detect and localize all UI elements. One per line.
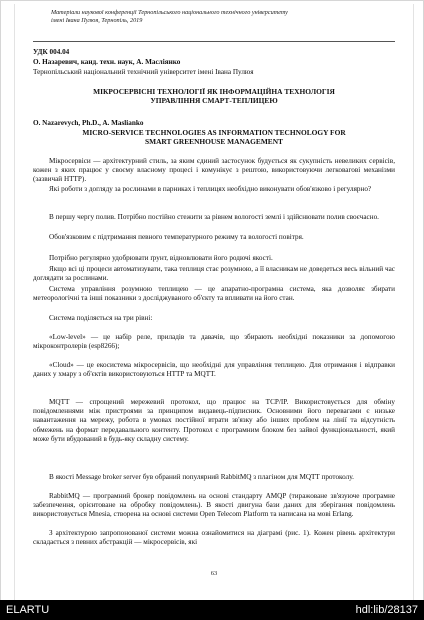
repository-name: ELARTU [6,604,50,616]
repository-footer [0,600,424,620]
page-number: 63 [210,570,218,577]
paragraph-9: «Low-level» — це набір реле, приладів та давачів, що збирають необхідні показники за допомогою мікроконтролерів (esp8266); [33,333,395,351]
handle-identifier[interactable]: hdl:lib/28137 [355,604,418,616]
conference-header-line-1: Матеріали наукової конференції Тернопільського національного технічного університету [51,9,288,16]
authors-en: O. Nazarevych, Ph.D., A. Maslianko [33,119,144,127]
paragraph-5: Потрібно регулярно удобрювати ґрунт, відновлювати його родючі якості. [49,254,273,262]
document-page [14,4,414,600]
paragraph-6: Якщо всі ці процеси автоматизувати, така теплиця стає розумною, а її власникам не доведеться весь вільний час доглядати за рослинами. [33,265,395,283]
title-en [33,128,395,147]
paragraph-10: «Cloud» — це екосистема мікросервісів, що необхідні для управління теплицею. Для отримання і відправки даних у хмару з об'єктів використовуються HTTP та MQTT. [33,361,395,379]
title-en-line-2: SMART GREENHOUSE MANAGEMENT [145,137,283,147]
authors-ua: О. Назаревич, канд. техн. наук, А. Масліянко [33,58,181,66]
paragraph-11: MQTT — спрощений мережевий протокол, що працює на TCP/IP. Використовується для обміну повідомленнями між пристроями за принципом видавець-підписник. Основними його перевагами є низьке навантаження на мережу, робота в умовах постійної втрати зв'язку або інших проблем на лінії та відсутність обмежень на формат передавального контенту. Протокол є програмним блоком без зайвої функціональності, який може бути вбудований в будь-яку складну систему. [33,398,395,443]
title-ua-line-1: МІКРОСЕРВІСНІ ТЕХНОЛОГІЇ ЯК ІНФОРМАЦІЙНА ТЕХНОЛОГІЯ [93,87,335,96]
paragraph-12: В якості Message broker server був обраний популярний RabbitMQ з плагіном для MQTT протоколу. [49,473,354,481]
affiliation-ua: Тернопільський національний технічний університет імені Івана Пулюя [33,68,254,76]
paragraph-2: Які роботи з догляду за рослинами в парниках і теплицях необхідно виконувати обов'язково і регулярно? [49,185,372,193]
paragraph-4: Обов'язковим є підтримання певного температурного режиму та вологості повітря. [49,233,304,241]
udc-code: УДК 004.04 [33,48,70,56]
paragraph-1: Мікросервіси — архітектурний стиль, за яким єдиний застосунок будується як сукупність невеликих сервісів, кожен з яких працює у своєму власному процесі і комунікує з рештою, використовуючи легковагові механізми (зазвичай HTTP). [33,157,395,184]
header-rule [33,41,395,42]
paragraph-13: RabbitMQ — програмний брокер повідомлень на основі стандарту AMQP (тиражоване зв'язуюче програмне забезпечення, орієнтоване на обробку повідомлень). В якості двигуна бази даних для зберігання повідомлень використовується Mnesia, створена на основі системи Open Telecom Platform та написана на мові Erlang. [33,492,395,519]
paragraph-3: В першу чергу полив. Потрібно постійно стежити за рівнем вологості землі і здійснювати полив своєчасно. [49,213,379,221]
title-ua [33,87,395,106]
conference-header [51,9,381,24]
paragraph-7: Система управління розумною теплицею — це апаратно-програмна система, яка дозволяє збирати метеорологічні та інші показники з досліджуваного об'єкту та впливати на його стан. [33,285,395,303]
conference-header-line-2: імені Івана Пулюя, Тернопіль, 2019 [51,16,143,24]
paragraph-14: З архітектурою запропонованої системи можна ознайомитися на діаграмі (рис. 1). Кожен рівень архітектури складається з певних абстракцій — мікросервісів, які [33,529,395,547]
paragraph-8: Система поділяється на три рівні: [49,314,153,322]
title-ua-line-2: УПРАВЛІННЯ СМАРТ-ТЕПЛИЦЕЮ [150,96,278,106]
title-en-line-1: MICRO-SERVICE TECHNOLOGIES AS INFORMATION TECHNOLOGY FOR [82,128,346,137]
